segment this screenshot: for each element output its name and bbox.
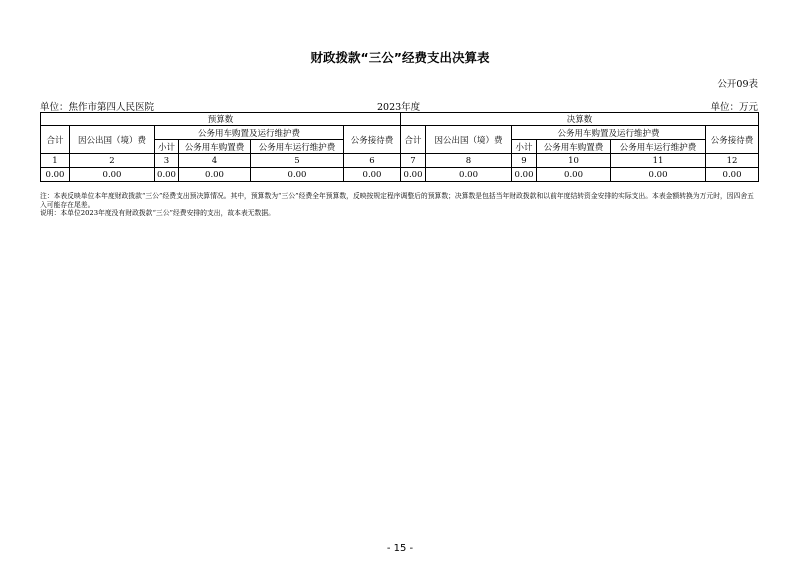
value-cell: 0.00: [155, 168, 179, 182]
index-cell: 5: [251, 154, 344, 168]
final-vehicle-header: 公务用车购置及运行维护费: [512, 126, 706, 140]
header-row-2: [41, 126, 759, 140]
value-cell: 0.00: [611, 168, 706, 182]
form-number: 公开09表: [717, 79, 758, 90]
final-header: 决算数: [401, 113, 759, 126]
table-meta-row: [40, 99, 758, 113]
index-cell: 11: [611, 154, 706, 168]
budget-purchase-header: 公务用车购置费: [179, 140, 251, 154]
budget-header: 预算数: [41, 113, 401, 126]
index-cell: 7: [401, 154, 426, 168]
value-cell: 0.00: [251, 168, 344, 182]
table-explanation: 说明：本单位2023年度没有财政拨款“三公”经费安排的支出，故本表无数据。: [40, 209, 275, 217]
final-operation-header: 公务用车运行维护费: [611, 140, 706, 154]
budget-reception-header: 公务接待费: [344, 126, 401, 154]
budget-vehicle-header: 公务用车购置及运行维护费: [155, 126, 344, 140]
index-cell: 8: [426, 154, 512, 168]
index-cell: 4: [179, 154, 251, 168]
budget-abroad-header: 因公出国（境）费: [70, 126, 155, 154]
page-title: 财政拨款“三公”经费支出决算表: [310, 50, 490, 65]
index-cell: 12: [706, 154, 759, 168]
index-cell: 2: [70, 154, 155, 168]
table-note: 注：本表反映单位本年度财政拨款“三公”经费支出预决算情况。其中，预算数为“三公”经费全年预算数，反映按规定程序调整后的预算数；决算数是包括当年财政拨款和以前年度结转资金安排的实际支出。本表金额转换为万元时，因四舍五入可能存在尾差。: [40, 192, 754, 209]
value-cell: 0.00: [537, 168, 611, 182]
budget-subtotal-header: 小计: [155, 140, 179, 154]
value-cell: 0.00: [401, 168, 426, 182]
page-number: - 15 -: [386, 543, 414, 554]
currency-unit: 单位：万元: [710, 102, 758, 113]
index-row: [41, 154, 759, 168]
budget-total-header: 合计: [41, 126, 70, 154]
value-cell: 0.00: [426, 168, 512, 182]
index-cell: 6: [344, 154, 401, 168]
index-cell: 9: [512, 154, 537, 168]
final-purchase-header: 公务用车购置费: [537, 140, 611, 154]
unit-name: 单位：焦作市第四人民医院: [40, 102, 155, 113]
report-year: 2023年度: [377, 102, 421, 113]
value-cell: 0.00: [70, 168, 155, 182]
three-public-expenses-table: [40, 112, 759, 182]
budget-operation-header: 公务用车运行维护费: [251, 140, 344, 154]
index-cell: 1: [41, 154, 70, 168]
value-cell: 0.00: [41, 168, 70, 182]
header-row-1: [41, 113, 759, 126]
final-total-header: 合计: [401, 126, 426, 154]
index-cell: 10: [537, 154, 611, 168]
final-subtotal-header: 小计: [512, 140, 537, 154]
value-cell: 0.00: [706, 168, 759, 182]
final-abroad-header: 因公出国（境）费: [426, 126, 512, 154]
value-cell: 0.00: [179, 168, 251, 182]
value-cell: 0.00: [344, 168, 401, 182]
value-cell: 0.00: [512, 168, 537, 182]
index-cell: 3: [155, 154, 179, 168]
value-row: [41, 168, 759, 182]
final-reception-header: 公务接待费: [706, 126, 759, 154]
